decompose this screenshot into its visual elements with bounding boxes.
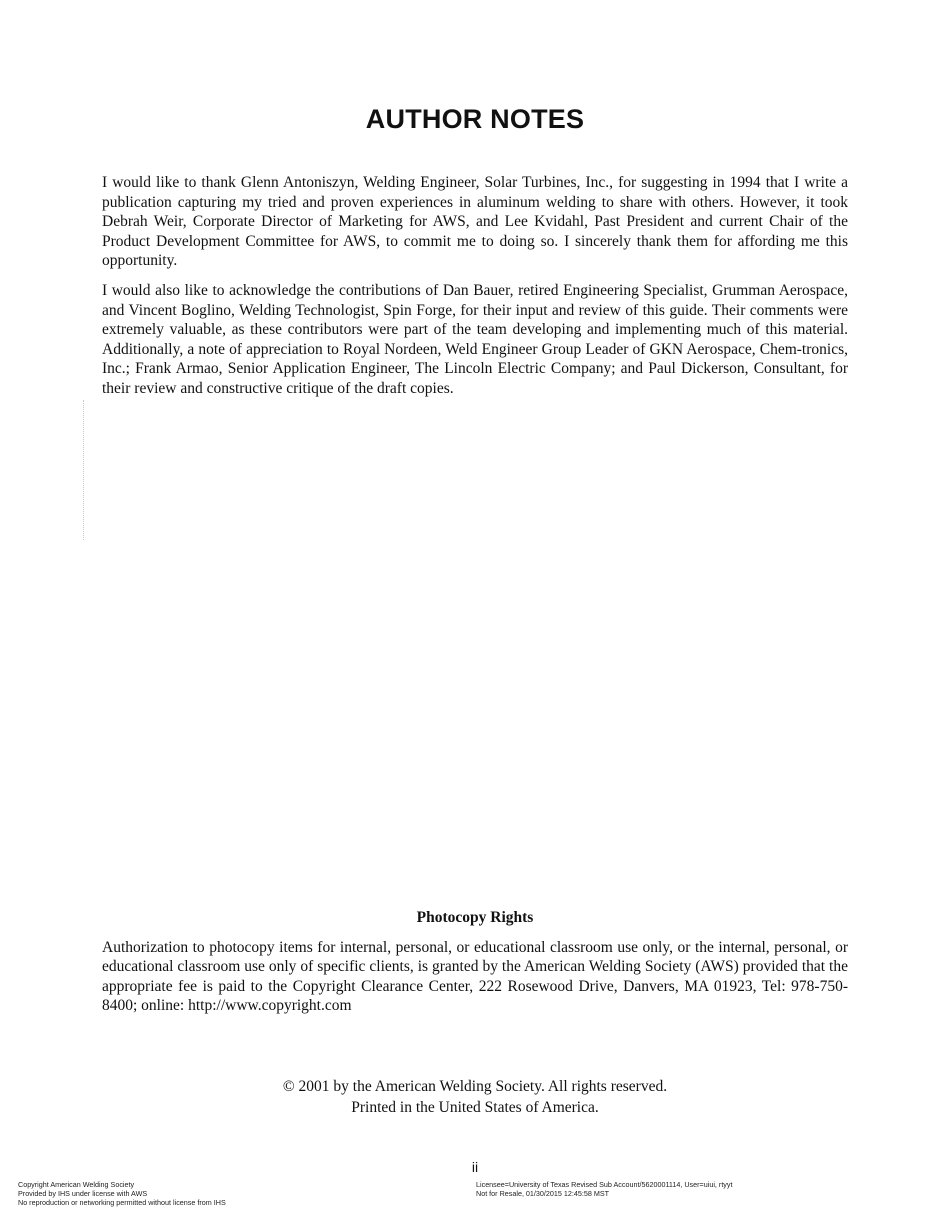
notes-paragraph: I would also like to acknowledge the contributions of Dan Bauer, retired Engineering Specialist, Grumman Aerospace, and Vincent Boglino, Welding Technologist, Spin Forge, for their input and review of this guide. Their comments were extremely valuable, as these contributors were part of the team developing and implementing much of this material. Additionally, a note of appreciation to Royal Nordeen, Weld Engineer Group Leader of GKN Aerospace, Chem-tronics, Inc.; Frank Armao, Senior Application Engineer, The Lincoln Electric Company; and Paul Dickerson, Consultant, for their review and constructive critique of the draft copies. bbox=[102, 281, 848, 397]
margin-scan-marks bbox=[83, 400, 86, 540]
notes-paragraph: I would like to thank Glenn Antoniszyn, Welding Engineer, Solar Turbines, Inc., for suggesting in 1994 that I write a publication capturing my tried and proven experiences in aluminum welding to share with others. However, it took Debrah Weir, Corporate Director of Marketing for AWS, and Lee Kvidahl, Past President and current Chair of the Product Development Committee for AWS, to commit me to doing so. I sincerely thank them for affording me this opportunity. bbox=[102, 174, 848, 270]
author-notes-section bbox=[102, 173, 848, 409]
page-number: ii bbox=[471, 1159, 479, 1175]
printed-line: Printed in the United States of America. bbox=[351, 1099, 599, 1116]
footer-left bbox=[18, 1180, 226, 1207]
footer-right bbox=[476, 1180, 733, 1198]
footer-line: Provided by IHS under license with AWS bbox=[18, 1189, 148, 1198]
copyright-notice bbox=[0, 1076, 950, 1118]
page-title: AUTHOR NOTES bbox=[365, 104, 585, 134]
photocopy-rights-title: Photocopy Rights bbox=[416, 909, 534, 926]
footer-line: No reproduction or networking permitted without license from IHS bbox=[18, 1198, 226, 1207]
footer-line: Licensee=University of Texas Revised Sub Account/5620001114, User=uiui, rtyyt bbox=[476, 1180, 733, 1189]
photocopy-rights-text: Authorization to photocopy items for internal, personal, or educational classroom use only, or the internal, personal, or educational classroom use only of specific clients, is granted by the American Welding Society (AWS) provided that the appropriate fee is paid to the Copyright Clearance Center, 222 Rosewood Drive, Danvers, MA 01923, Tel: 978-750-8400; online: http://www.copyright.com bbox=[102, 938, 848, 1015]
footer-line: Copyright American Welding Society bbox=[18, 1180, 135, 1189]
footer-line: Not for Resale, 01/30/2015 12:45:58 MST bbox=[476, 1189, 610, 1198]
copyright-line: © 2001 by the American Welding Society. All rights reserved. bbox=[282, 1078, 668, 1095]
photocopy-rights-section bbox=[102, 908, 848, 1026]
